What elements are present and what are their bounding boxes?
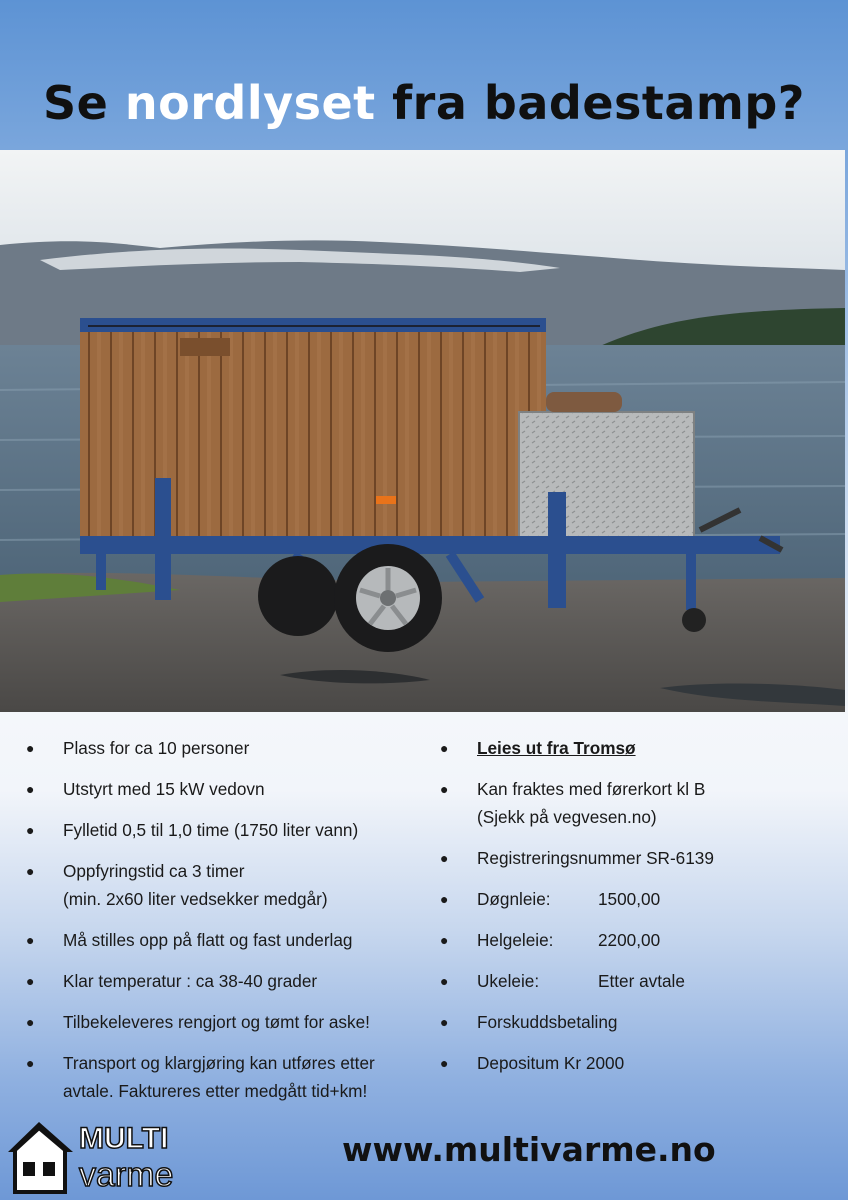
features-list (26, 734, 416, 1118)
list-item-license (440, 775, 830, 831)
price-value: Etter avtale (598, 971, 685, 991)
bullet-icon: ● (26, 740, 35, 756)
bullet-icon: ● (440, 1014, 449, 1030)
bullet-icon: ● (26, 973, 35, 989)
list-item (26, 1008, 416, 1036)
bullet-icon: ● (26, 822, 35, 838)
price-row (440, 967, 830, 995)
list-item (26, 734, 416, 762)
list-item-text: Transport og klargjøring kan utføres etter (63, 1053, 375, 1073)
license-text: Kan fraktes med førerkort kl B (477, 779, 706, 799)
list-item (26, 967, 416, 995)
bullet-icon: ● (26, 1055, 35, 1071)
page-title (0, 76, 848, 130)
list-item-text: Fylletid 0,5 til 1,0 time (1750 liter vann) (63, 820, 359, 840)
logo-text-multi: MULTI (79, 1122, 169, 1155)
list-item (26, 857, 416, 913)
rental-info-list (440, 734, 830, 1090)
list-item-text: Må stilles opp på flatt og fast underlag (63, 930, 353, 950)
list-item-prepayment (440, 1008, 830, 1036)
list-item-location (440, 734, 830, 762)
bullet-icon: ● (26, 863, 35, 879)
list-item-text: Plass for ca 10 personer (63, 738, 250, 758)
bullet-icon: ● (26, 932, 35, 948)
list-item-text: avtale. Faktureres etter medgått tid+km! (63, 1081, 368, 1101)
bullet-icon: ● (440, 781, 449, 797)
list-item-text: Oppfyringstid ca 3 timer (63, 861, 245, 881)
price-label: Helgeleie: (477, 930, 554, 950)
title-part-2: fra badestamp? (375, 76, 805, 130)
list-item-registration (440, 844, 830, 872)
price-row (440, 926, 830, 954)
house-icon (8, 1122, 73, 1192)
deposit-text: Depositum Kr 2000 (477, 1053, 625, 1073)
prepayment-text: Forskuddsbetaling (477, 1012, 618, 1032)
title-part-1: Se (43, 76, 125, 130)
price-row (440, 885, 830, 913)
license-note: (Sjekk på vegvesen.no) (477, 807, 657, 827)
list-item (26, 816, 416, 844)
list-item-text: Tilbekeleveres rengjort og tømt for aske! (63, 1012, 370, 1032)
bullet-icon: ● (440, 891, 449, 907)
website-url[interactable]: www.multivarme.no (342, 1130, 716, 1169)
price-label: Ukeleie: (477, 971, 540, 991)
list-item-deposit (440, 1049, 830, 1077)
bullet-icon: ● (440, 973, 449, 989)
list-item-text: Klar temperatur : ca 38-40 grader (63, 971, 318, 991)
bullet-icon: ● (440, 932, 449, 948)
location-text: Leies ut fra Tromsø (477, 738, 636, 758)
bullet-icon: ● (440, 1055, 449, 1071)
title-accent: nordlyset (124, 76, 376, 130)
bullet-icon: ● (26, 781, 35, 797)
bullet-icon: ● (440, 740, 449, 756)
price-value: 2200,00 (598, 930, 661, 950)
multivarme-logo (5, 1112, 195, 1196)
list-item (26, 926, 416, 954)
logo-text-varme: varme (79, 1156, 174, 1194)
list-item (26, 1049, 416, 1105)
price-value: 1500,00 (598, 889, 661, 909)
registration-text: Registreringsnummer SR-6139 (477, 848, 714, 868)
hot-tub-trailer-photo (0, 150, 845, 712)
price-label: Døgnleie: (477, 889, 551, 909)
bullet-icon: ● (440, 850, 449, 866)
list-item (26, 775, 416, 803)
list-item-text: Utstyrt med 15 kW vedovn (63, 779, 265, 799)
list-item-text: (min. 2x60 liter vedsekker medgår) (63, 889, 328, 909)
bullet-icon: ● (26, 1014, 35, 1030)
